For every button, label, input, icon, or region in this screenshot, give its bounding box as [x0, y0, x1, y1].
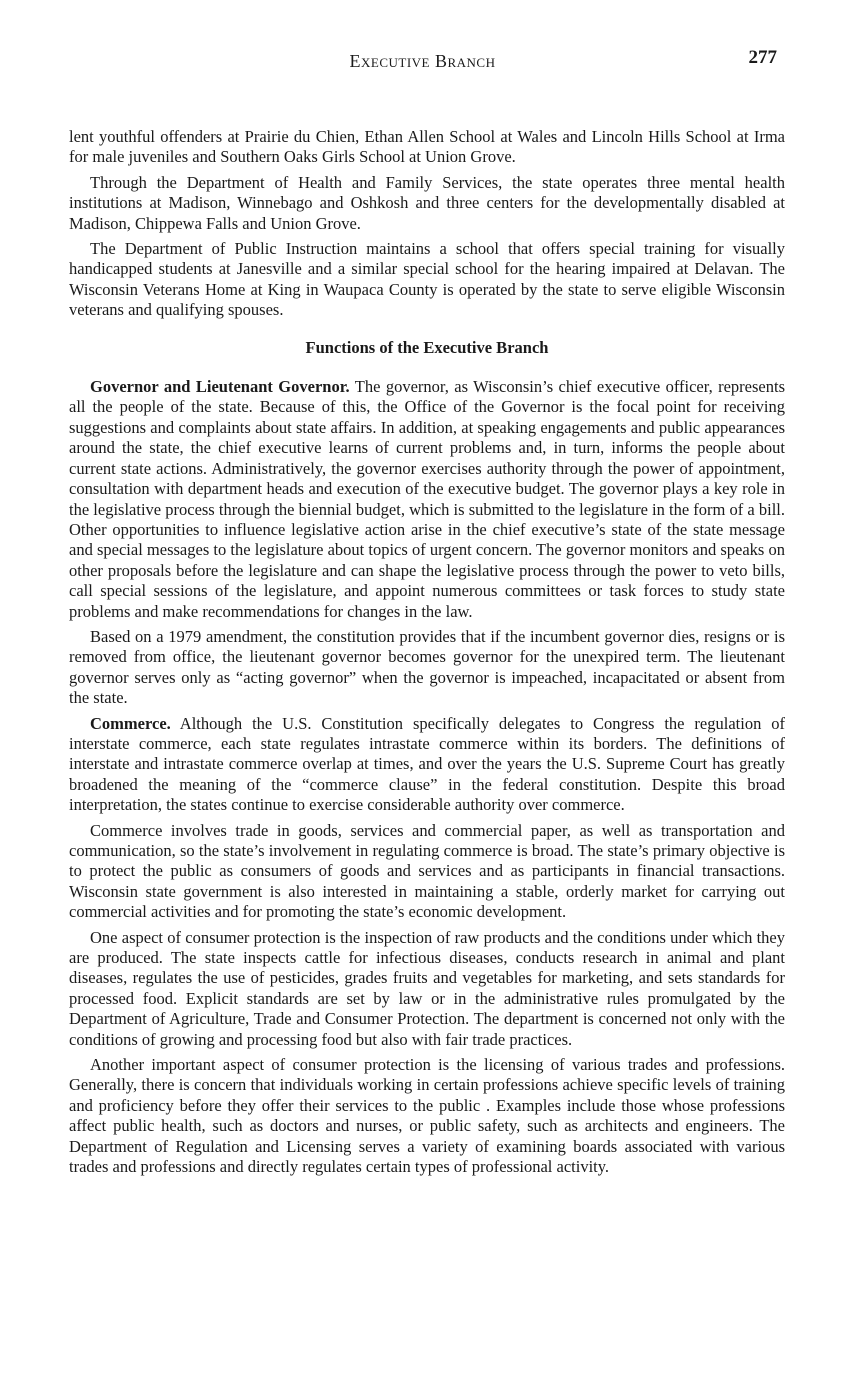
paragraph-governor-text: The governor, as Wisconsin’s chief executive officer, represents all the people of the state. Because of this, the Office of the Governor is the focal point for receiving suggestions and complaints about state affairs. In addition, at speaking engagements and public appearances around the state, the chief executive learns of current problems and, in turn, informs the people about current state actions. Administratively, the governor exercises authority through the power of appointment, consultation with department heads and execution of the executive budget. The governor plays a key role in the legislative process through the biennial budget, which is submitted to the legislature in the form of a bill. Other opportunities to influence legislative action arise in the chief executive’s state of the state message and special messages to the legislature about topics of urgent concern. The governor monitors and speaks on other proposals before the legislature and can shape the legislative process through the power to veto bills, call special sessions of the legislature, and appoint numerous committees or task forces to study state problems and make recommendations for changes in the law.: [69, 377, 785, 621]
run-in-heading-commerce: Commerce.: [90, 713, 171, 733]
paragraph-continuation: lent youthful offenders at Prairie du Chien, Ethan Allen School at Wales and Lincoln Hills School at Irma for male juveniles and Southern Oaks Girls School at Union Grove.: [69, 127, 785, 167]
paragraph-public-instruction: The Department of Public Instruction maintains a school that offers special training for visually handicapped students at Janesville and a similar special school for the hearing impaired at Delavan. The Wisconsin Veterans Home at King in Waupaca County is operated by the state to serve eligible Wisconsin veterans and qualifying spouses.: [69, 239, 785, 320]
run-in-heading-governor: Governor and Lieutenant Governor.: [90, 377, 350, 397]
paragraph-commerce: [69, 714, 785, 816]
section-heading: Functions of the Executive Branch: [305, 337, 549, 357]
text-body: [69, 127, 785, 1183]
paragraph-raw-products: One aspect of consumer protection is the inspection of raw products and the conditions under which they are produced. The state inspects cattle for infectious diseases, conducts research in animal and plant diseases, regulates the use of pesticides, grades fruits and vegetables for marketing, and sets standards for processed food. Explicit standards are set by law or in the administrative rules promulgated by the Department of Agriculture, Trade and Consumer Protection. The department is concerned not only with the conditions of growing and processing food but also with fair trade practices.: [69, 927, 785, 1049]
paragraph-governor: [69, 377, 785, 622]
paragraph-commerce-text: Although the U.S. Constitution specifically delegates to Congress the regulation of interstate commerce, each state regulates intrastate commerce within its borders. The definitions of interstate and intrastate commerce overlap at times, and over the years the U.S. Supreme Court has greatly broadened the meaning of the “commerce clause” in the federal constitution. Despite this broad interpretation, the states continue to exercise considerable authority over commerce.: [69, 713, 785, 815]
running-head: Executive Branch: [349, 51, 496, 71]
paragraph-licensing: Another important aspect of consumer protection is the licensing of various trades and professions. Generally, there is concern that individuals working in certain professions achieve specific levels of training and proficiency before they offer their services to the public . Examples include those whose professions affect public health, such as doctors and nurses, or public safety, such as architects and engineers. The Department of Regulation and Licensing serves a variety of examining boards associated with various trades and professions and directly regulates certain types of professional activity.: [69, 1055, 785, 1177]
paragraph-succession: Based on a 1979 amendment, the constitution provides that if the incumbent governor dies, resigns or is removed from office, the lieutenant governor becomes governor for the unexpired term. The lieutenant governor serves only as “acting governor” when the governor is impeached, incapacitated or absent from the state.: [69, 626, 785, 708]
page-number: 277: [748, 47, 777, 68]
paragraph-commerce-scope: Commerce involves trade in goods, services and commercial paper, as well as transportation and communication, so the state’s involvement in regulating commerce is broad. The state’s primary objective is to protect the public as consumers of goods and services and as participants in financial transactions. Wisconsin state government is also interested in maintaining a stable, orderly market for carrying out commercial activities and for promoting the state’s economic development.: [69, 820, 785, 922]
paragraph-health-services: Through the Department of Health and Family Services, the state operates three mental health institutions at Madison, Winnebago and Oshkosh and three centers for the developmentally disabled at Madison, Chippewa Falls and Union Grove.: [69, 172, 785, 233]
page-header: [0, 47, 859, 77]
